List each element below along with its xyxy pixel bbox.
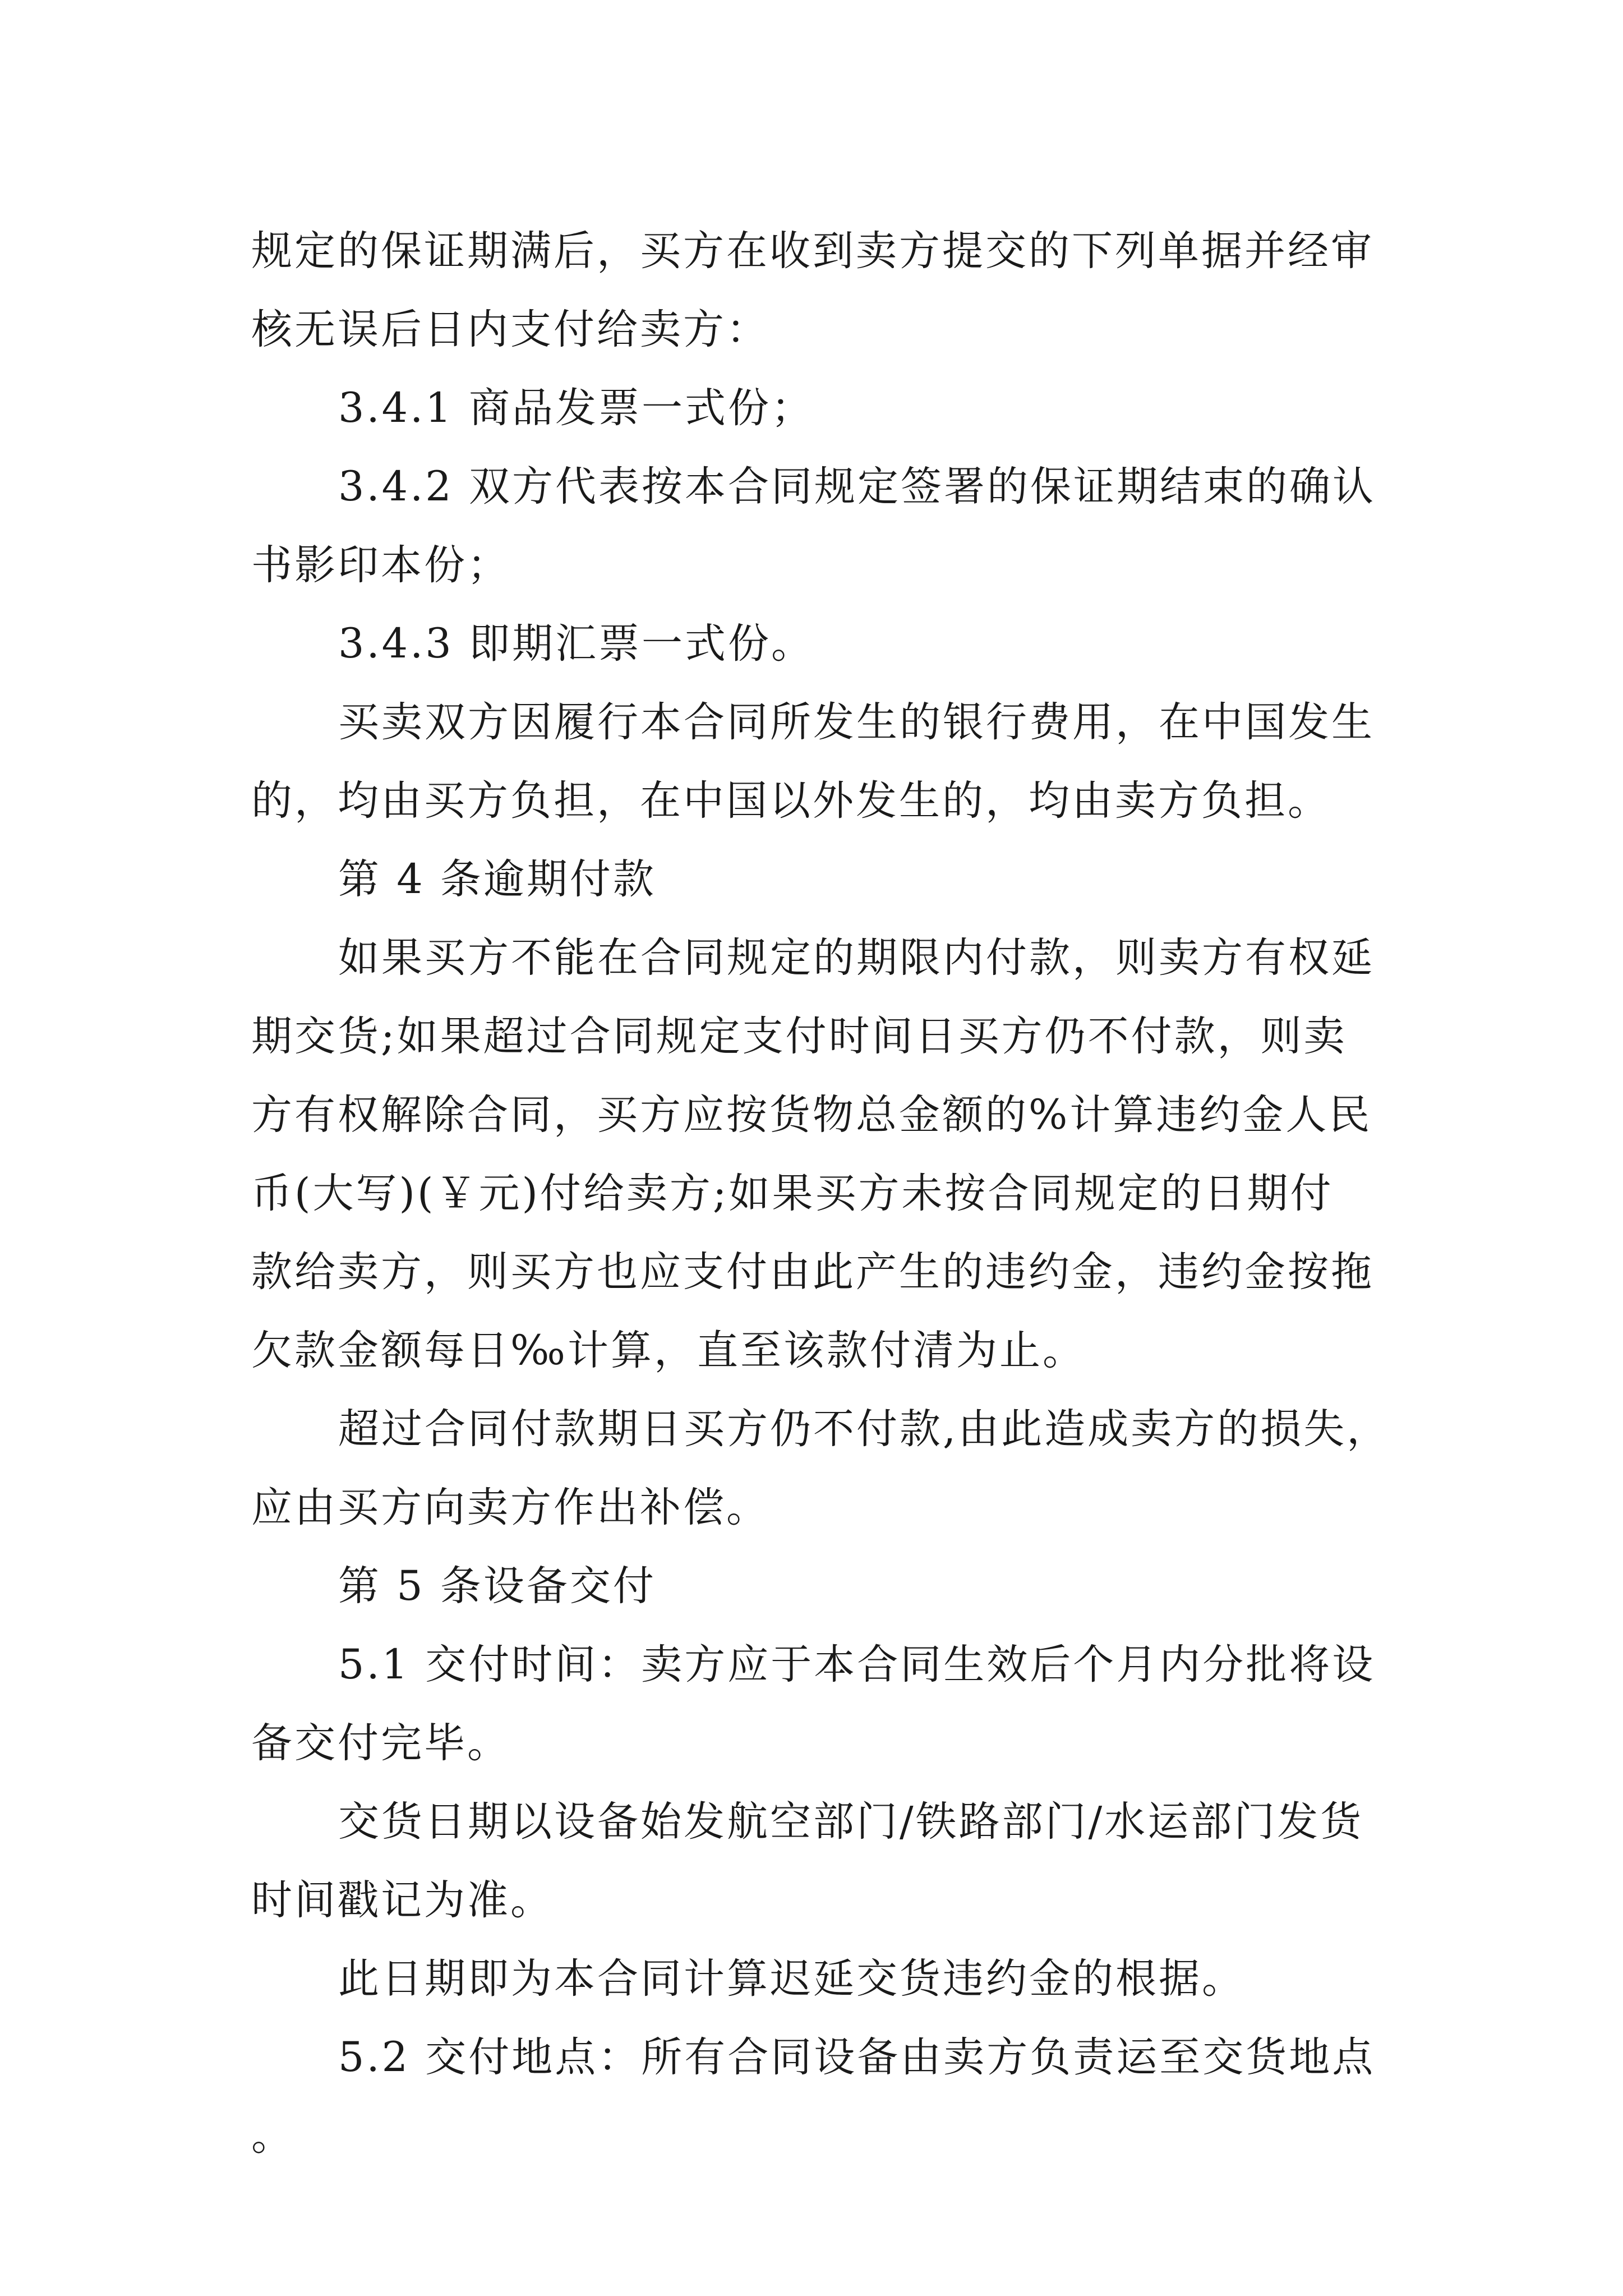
text-line: 款给卖方，则买方也应支付由此产生的违约金，违约金按拖 [251, 1248, 1374, 1296]
document-body [251, 212, 1393, 2175]
clause-3-4-1 [251, 369, 1393, 448]
text-line: 币(大写)(￥元)付给卖方;如果买方未按合同规定的日期付 [251, 1170, 1334, 1217]
text-line: 期交货;如果超过合同规定支付时间日买方仍不付款，则卖 [251, 1013, 1347, 1060]
paragraph-payment-conditions [251, 212, 1393, 369]
text-line: 第 4 条逾期付款 [338, 855, 656, 903]
paragraph-compensation [251, 1390, 1393, 1547]
text-line: 时间戳记为准。 [251, 1876, 554, 1924]
text-line: 规定的保证期满后，买方在收到卖方提交的下列单据并经审 [251, 227, 1374, 275]
paragraph-bank-fees [251, 683, 1393, 840]
text-line: 3.4.3 即期汇票一式份。 [338, 620, 814, 668]
text-line: 超过合同付款期日买方仍不付款,由此造成卖方的损失， [338, 1405, 1390, 1453]
article-5-heading [251, 1547, 1393, 1626]
clause-5-2 [251, 2018, 1393, 2175]
paragraph-penalty-basis [251, 1940, 1393, 2018]
text-line: 3.4.2 双方代表按本合同规定签署的保证期结束的确认 [338, 463, 1376, 510]
text-line: 的，均由买方负担，在中国以外发生的，均由卖方负担。 [251, 777, 1331, 825]
text-line: 3.4.1 商品发票一式份； [338, 384, 814, 432]
clause-3-4-2 [251, 448, 1393, 605]
text-line: 买卖双方因履行本合同所发生的银行费用，在中国发生 [338, 698, 1375, 746]
text-line: 此日期即为本合同计算迟延交货违约金的根据。 [338, 1955, 1245, 2003]
text-line: 如果买方不能在合同规定的期限内付款，则卖方有权延 [338, 934, 1375, 982]
text-line: 方有权解除合同，买方应按货物总金额的%计算违约金人民 [251, 1091, 1372, 1139]
text-line: 备交付完毕。 [251, 1719, 510, 1767]
text-line: 核无误后日内支付给卖方： [251, 306, 769, 353]
text-line: 应由买方向卖方作出补偿。 [251, 1484, 769, 1531]
text-line: 5.1 交付时间：卖方应于本合同生效后个月内分批将设 [338, 1641, 1376, 1688]
text-line: 书影印本份； [251, 541, 510, 589]
paragraph-delivery-date [251, 1783, 1393, 1940]
clause-3-4-3 [251, 605, 1393, 683]
text-line: 5.2 交付地点：所有合同设备由卖方负责运至交货地点。 [251, 2033, 1376, 2160]
text-line: 第 5 条设备交付 [338, 1562, 656, 1610]
article-4-heading [251, 840, 1393, 919]
text-line: 交货日期以设备始发航空部门/铁路部门/水运部门发货 [338, 1798, 1364, 1846]
paragraph-late-payment [251, 919, 1393, 1390]
clause-5-1 [251, 1626, 1393, 1783]
text-line: 欠款金额每日‰计算，直至该款付清为止。 [251, 1327, 1086, 1374]
